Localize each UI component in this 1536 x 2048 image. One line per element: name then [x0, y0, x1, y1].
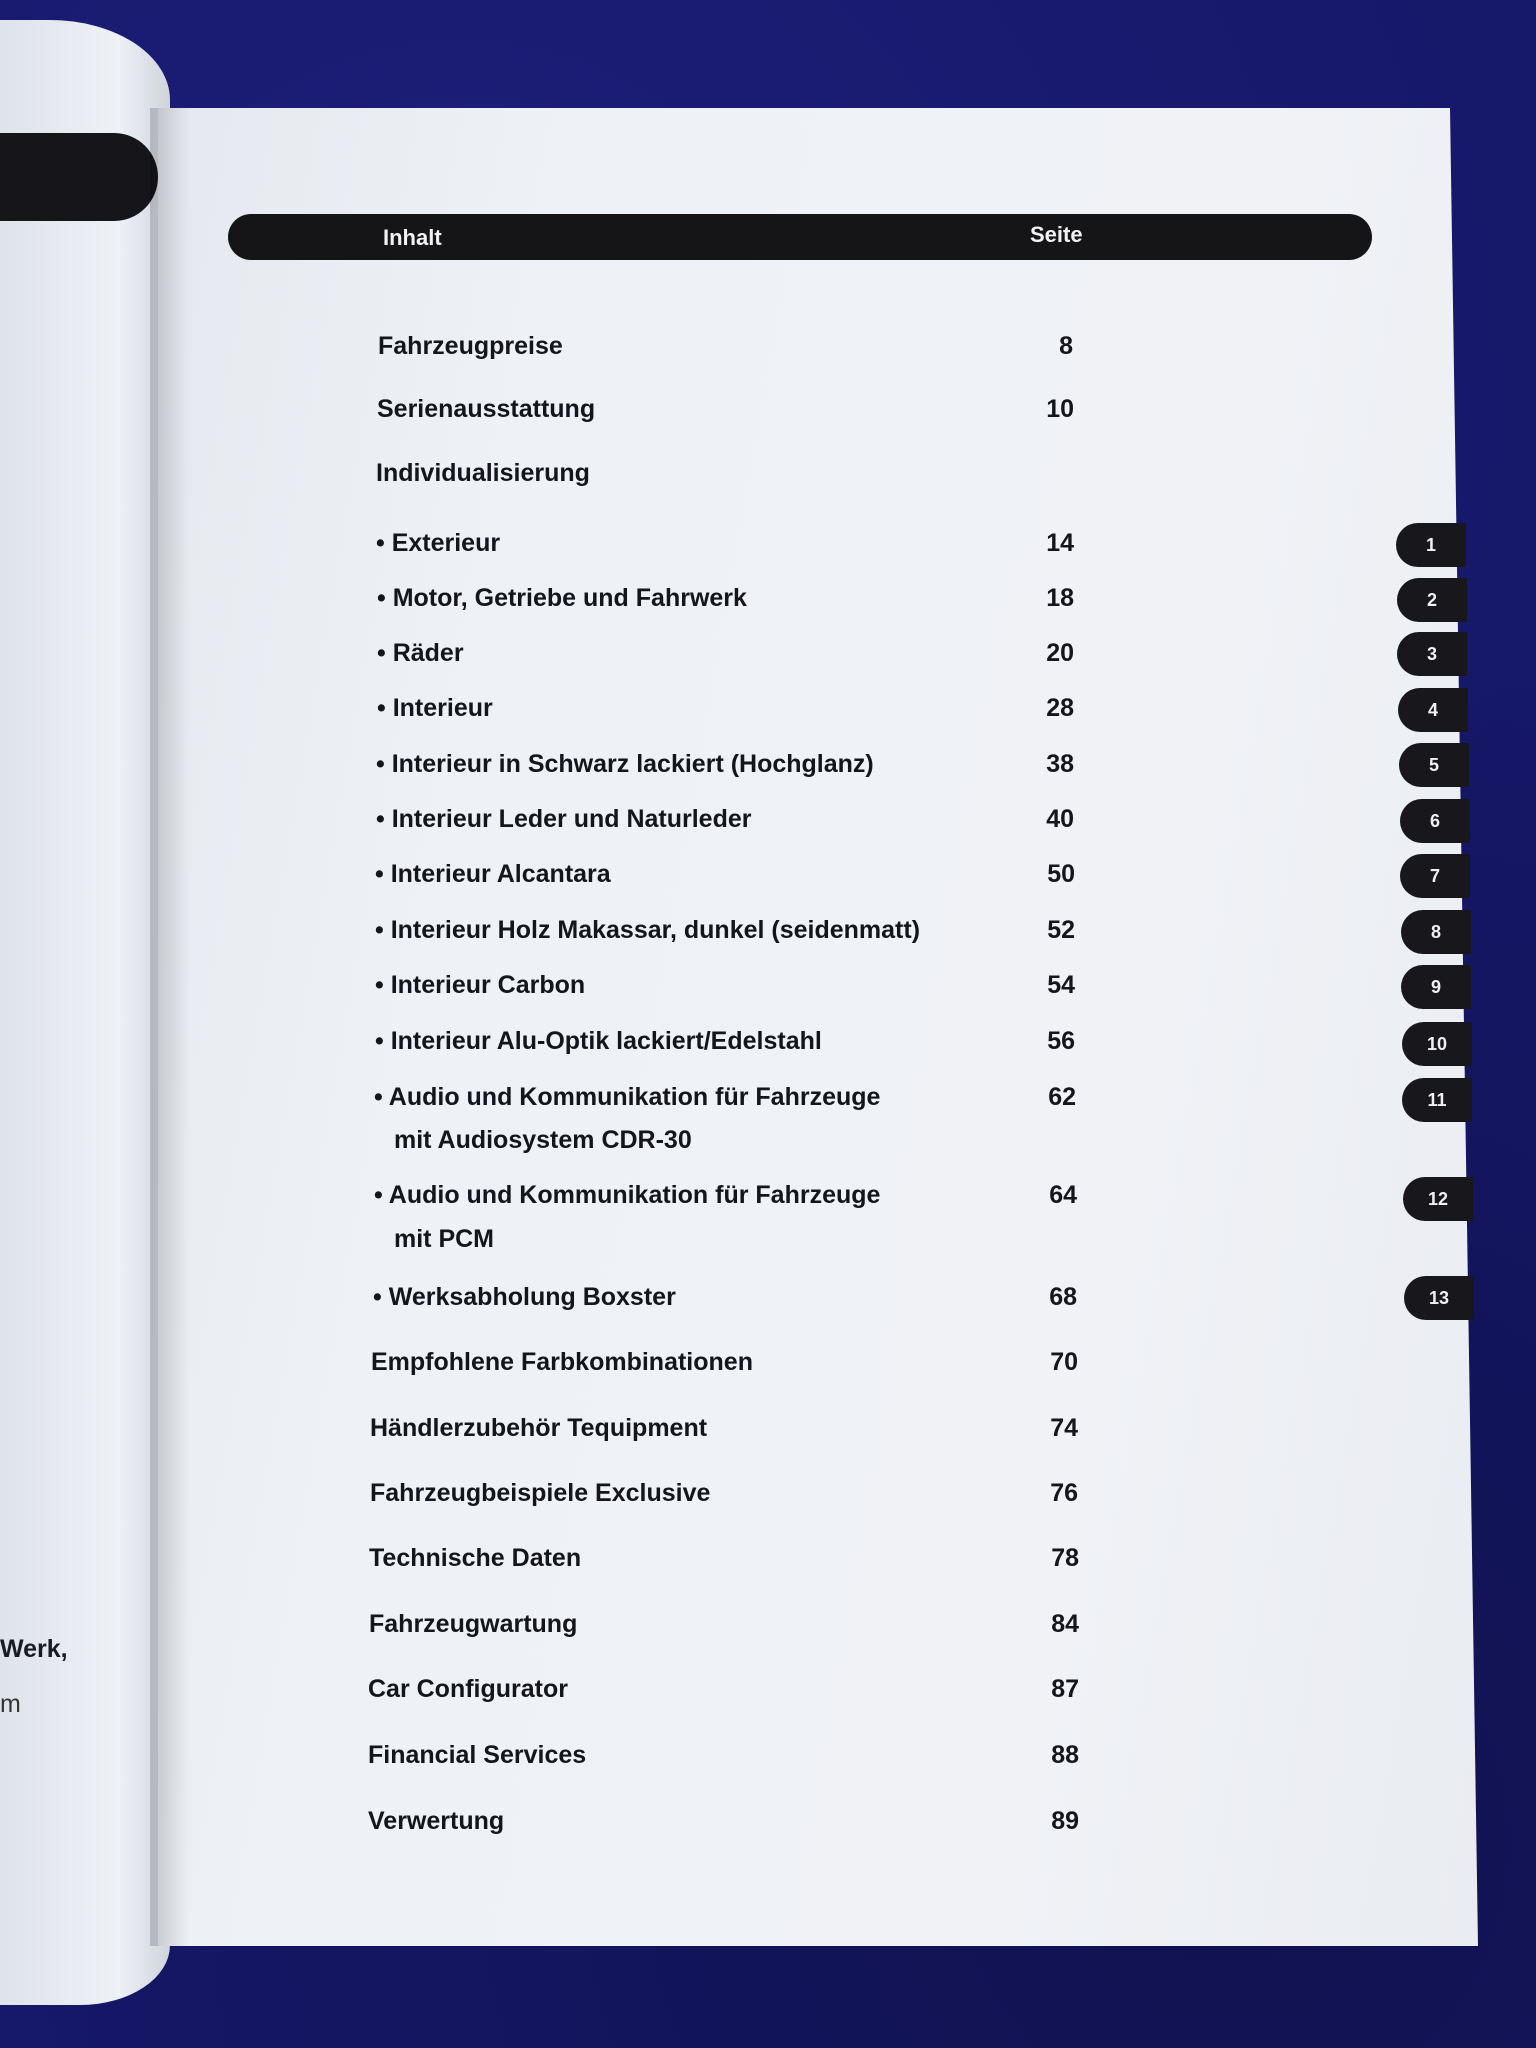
- left-page-text: m: [0, 1690, 21, 1718]
- page-gutter-shadow: [150, 108, 190, 1946]
- toc-entry-page: 18: [1046, 584, 1074, 612]
- left-page-text: Werk,: [0, 1635, 68, 1663]
- toc-entry-page: 88: [1051, 1741, 1079, 1769]
- chapter-tab: 3: [1397, 632, 1467, 676]
- toc-entry-page: 62: [1048, 1083, 1076, 1111]
- chapter-tab: 4: [1398, 688, 1468, 732]
- toc-entry-page: 56: [1047, 1027, 1075, 1055]
- toc-entry-title: • Interieur in Schwarz lackiert (Hochglanz): [376, 750, 874, 778]
- toc-entry-title: mit PCM: [394, 1225, 494, 1253]
- toc-entry-title: • Interieur Holz Makassar, dunkel (seidenmatt): [375, 916, 921, 944]
- toc-entry-title: • Interieur Leder und Naturleder: [376, 805, 752, 833]
- toc-entry-title: • Räder: [377, 639, 464, 667]
- toc-entry-title: Car Configurator: [368, 1675, 568, 1703]
- toc-entry-title: Empfohlene Farbkombinationen: [371, 1348, 753, 1376]
- toc-entry-page: 87: [1051, 1675, 1079, 1703]
- toc-entry-title: • Interieur Alu-Optik lackiert/Edelstahl: [375, 1027, 822, 1055]
- toc-entry-page: 14: [1046, 529, 1074, 557]
- chapter-tab: 11: [1402, 1078, 1472, 1122]
- toc-entry-page: 50: [1047, 860, 1075, 888]
- toc-header-bar: [228, 214, 1372, 260]
- chapter-tab: 2: [1397, 578, 1467, 622]
- chapter-tab: 8: [1401, 910, 1471, 954]
- toc-entry-page: 40: [1046, 805, 1074, 833]
- chapter-tab: 13: [1404, 1276, 1474, 1320]
- toc-entry-page: 64: [1049, 1181, 1077, 1209]
- toc-entry-page: 52: [1047, 916, 1075, 944]
- toc-entry-title: • Interieur: [377, 694, 493, 722]
- toc-entry-title: • Audio und Kommunikation für Fahrzeuge: [374, 1181, 881, 1209]
- toc-entry-title: • Interieur Carbon: [375, 971, 586, 999]
- toc-entry-page: 84: [1051, 1610, 1079, 1638]
- toc-entry-page: 70: [1050, 1348, 1078, 1376]
- left-page: [0, 20, 170, 2005]
- toc-entry-title: • Interieur Alcantara: [375, 860, 611, 888]
- toc-entry-title: • Exterieur: [376, 529, 501, 557]
- chapter-tab: 6: [1400, 799, 1470, 843]
- toc-entry-title: Fahrzeugpreise: [378, 332, 563, 360]
- toc-entry-page: 76: [1050, 1479, 1078, 1507]
- toc-entry-title: Fahrzeugwartung: [369, 1610, 578, 1638]
- header-page-label: Seite: [1030, 222, 1083, 247]
- toc-entry-title: Financial Services: [368, 1741, 587, 1769]
- toc-entry-page: 78: [1051, 1544, 1079, 1572]
- chapter-tab: 7: [1400, 854, 1470, 898]
- chapter-tab: 1: [1396, 523, 1466, 567]
- toc-entry-page: 74: [1050, 1414, 1078, 1442]
- toc-entry-page: 20: [1046, 639, 1074, 667]
- toc-entry-title: Fahrzeugbeispiele Exclusive: [370, 1479, 711, 1507]
- toc-entry-page: 54: [1047, 971, 1075, 999]
- chapter-tab: 12: [1403, 1177, 1473, 1221]
- header-contents-label: Inhalt: [383, 225, 442, 250]
- toc-entry-title: Verwertung: [368, 1807, 505, 1835]
- toc-entry-title: • Motor, Getriebe und Fahrwerk: [377, 584, 747, 612]
- toc-entry-page: 28: [1046, 694, 1074, 722]
- toc-entry-page: 89: [1051, 1807, 1079, 1835]
- chapter-tab: 9: [1401, 965, 1471, 1009]
- toc-entry-title: mit Audiosystem CDR-30: [394, 1126, 692, 1154]
- toc-entry-title: Individualisierung: [376, 459, 590, 487]
- toc-entry-page: 68: [1049, 1283, 1077, 1311]
- chapter-tab: 5: [1399, 743, 1469, 787]
- toc-entry-page: 10: [1046, 395, 1074, 423]
- toc-entry-title: • Werksabholung Boxster: [373, 1283, 676, 1311]
- toc-entry-title: • Audio und Kommunikation für Fahrzeuge: [374, 1083, 881, 1111]
- toc-entry-page: 8: [1059, 332, 1073, 360]
- toc-entry-title: Serienausstattung: [377, 395, 596, 423]
- toc-entry-title: Technische Daten: [369, 1544, 582, 1572]
- left-page-header-bar: [0, 133, 158, 221]
- toc-entry-title: Händlerzubehör Tequipment: [370, 1414, 708, 1442]
- chapter-tab: 10: [1402, 1022, 1472, 1066]
- toc-entry-page: 38: [1046, 750, 1074, 778]
